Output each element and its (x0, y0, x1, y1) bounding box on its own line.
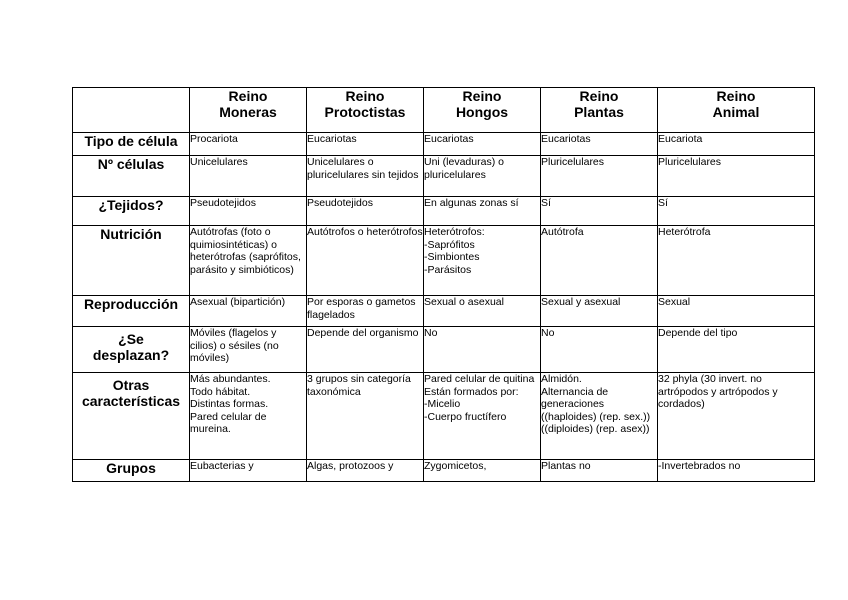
cell-animal: Depende del tipo (658, 327, 815, 373)
cell-moneras: Pseudotejidos (190, 197, 307, 226)
cell-hongos: Sexual o asexual (424, 296, 541, 327)
cell-hongos: Eucariotas (424, 133, 541, 156)
cell-animal: Sí (658, 197, 815, 226)
row-label: Otras características (73, 373, 190, 460)
row-label: ¿Se desplazan? (73, 327, 190, 373)
cell-plantas: Almidón. Alternancia de generaciones ((haploides) (rep. sex.)) ((diploides) (rep. asex)) (541, 373, 658, 460)
cell-hongos: Zygomicetos, (424, 460, 541, 482)
cell-moneras: Unicelulares (190, 156, 307, 197)
row-grupos (73, 460, 815, 482)
header-protoctistas: Reino Protoctistas (307, 88, 424, 133)
cell-moneras: Móviles (flagelos y cilios) o sésiles (no móviles) (190, 327, 307, 373)
cell-hongos: En algunas zonas sí (424, 197, 541, 226)
cell-protoctistas: Algas, protozoos y (307, 460, 424, 482)
row-desplazan (73, 327, 815, 373)
cell-protoctistas: Eucariotas (307, 133, 424, 156)
cell-animal: -Invertebrados no (658, 460, 815, 482)
cell-protoctistas: 3 grupos sin categoría taxonómica (307, 373, 424, 460)
cell-moneras: Más abundantes. Todo hábitat. Distintas formas. Pared celular de mureina. (190, 373, 307, 460)
cell-moneras: Eubacterias y (190, 460, 307, 482)
row-label: Nº células (73, 156, 190, 197)
row-label: Reproducción (73, 296, 190, 327)
header-moneras: Reino Moneras (190, 88, 307, 133)
cell-animal: Sexual (658, 296, 815, 327)
row-num-celulas (73, 156, 815, 197)
corner-cell (73, 88, 190, 133)
row-label: Grupos (73, 460, 190, 482)
cell-plantas: Plantas no (541, 460, 658, 482)
cell-hongos: Uni (levaduras) o pluricelulares (424, 156, 541, 197)
cell-protoctistas: Unicelulares o pluricelulares sin tejidos (307, 156, 424, 197)
row-otras-caracteristicas (73, 373, 815, 460)
row-nutricion (73, 226, 815, 296)
cell-protoctistas: Por esporas o gametos flagelados (307, 296, 424, 327)
cell-plantas: Pluricelulares (541, 156, 658, 197)
cell-protoctistas: Depende del organismo (307, 327, 424, 373)
cell-animal: Eucariota (658, 133, 815, 156)
cell-moneras: Procariota (190, 133, 307, 156)
cell-plantas: Sí (541, 197, 658, 226)
cell-plantas: Autótrofa (541, 226, 658, 296)
cell-hongos: Pared celular de quitina Están formados por: -Micelio -Cuerpo fructífero (424, 373, 541, 460)
header-plantas: Reino Plantas (541, 88, 658, 133)
cell-animal: Pluricelulares (658, 156, 815, 197)
cell-plantas: No (541, 327, 658, 373)
cell-plantas: Sexual y asexual (541, 296, 658, 327)
row-label: Tipo de célula (73, 133, 190, 156)
cell-hongos: No (424, 327, 541, 373)
cell-protoctistas: Autótrofos o heterótrofos (307, 226, 424, 296)
header-hongos: Reino Hongos (424, 88, 541, 133)
row-reproduccion (73, 296, 815, 327)
cell-animal: 32 phyla (30 invert. no artrópodos y artrópodos y cordados) (658, 373, 815, 460)
header-row (73, 88, 815, 133)
cell-animal: Heterótrofa (658, 226, 815, 296)
cell-plantas: Eucariotas (541, 133, 658, 156)
header-animal: Reino Animal (658, 88, 815, 133)
cell-protoctistas: Pseudotejidos (307, 197, 424, 226)
row-tejidos (73, 197, 815, 226)
row-label: ¿Tejidos? (73, 197, 190, 226)
cell-moneras: Autótrofas (foto o quimiosintéticas) o heterótrofas (saprófitos, parásito y simbióticos) (190, 226, 307, 296)
row-label: Nutrición (73, 226, 190, 296)
cell-moneras: Asexual (bipartición) (190, 296, 307, 327)
kingdoms-comparison-table (72, 87, 815, 482)
row-tipo-celula (73, 133, 815, 156)
cell-hongos: Heterótrofos: -Saprófitos -Simbiontes -Parásitos (424, 226, 541, 296)
